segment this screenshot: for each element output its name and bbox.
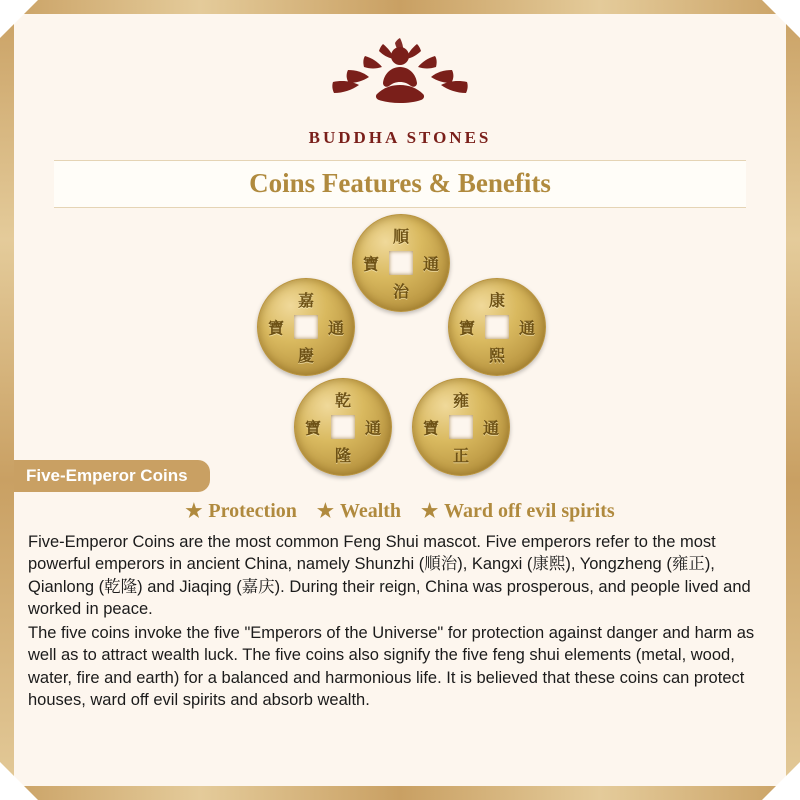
label-tab-row	[14, 460, 786, 494]
benefits-row	[14, 500, 786, 523]
benefit-protection	[185, 500, 297, 523]
frame-border-right	[786, 0, 800, 800]
page-title: Coins Features & Benefits	[249, 168, 551, 198]
coin-glyph-left: 寶	[268, 318, 285, 338]
corner-decoration-top-right	[762, 0, 800, 38]
star-icon: ★	[421, 501, 439, 522]
benefit-label: Wealth	[339, 500, 402, 522]
coin-glyph-bottom: 熙	[488, 346, 506, 365]
benefit-wealth	[317, 500, 401, 523]
coin-glyph-right: 通	[364, 418, 381, 438]
description-paragraph-2: The five coins invoke the five "Emperors of the Universe" for protection against danger and harm as well as to attract wealth luck. The five coins also signify the five feng shui elements (metal, wood, water, fire and earth) for a balanced and harmonious life. It is believed that these coins can protect houses, ward off evil spirits and absorb wealth.	[28, 624, 755, 709]
frame-border-top	[0, 0, 800, 14]
coin-glyph-bottom: 隆	[334, 446, 352, 465]
title-band	[14, 160, 786, 206]
coin-glyph-right: 通	[327, 318, 344, 338]
lotus-meditation-icon	[315, 30, 485, 122]
description-text	[28, 531, 772, 711]
coin-glyph-bottom: 正	[452, 446, 470, 465]
benefit-ward-off-evil-spirits	[421, 500, 615, 523]
star-icon: ★	[185, 501, 203, 522]
coin-glyph-left: 寶	[305, 418, 322, 438]
coin-square-hole	[389, 251, 413, 275]
coin-glyph-top: 乾	[334, 391, 352, 410]
corner-decoration-top-left	[0, 0, 38, 38]
coin-glyph-right: 通	[518, 318, 535, 338]
coin-glyph-top: 雍	[452, 391, 470, 410]
corner-decoration-bottom-left	[0, 762, 38, 800]
coin-square-hole	[449, 415, 473, 439]
coin-glyph-bottom: 慶	[297, 346, 315, 365]
coin-glyph-top: 順	[392, 227, 410, 246]
coin-jiaqing	[257, 278, 355, 376]
content-panel	[14, 14, 786, 786]
description-paragraph-1: Five-Emperor Coins are the most common Feng Shui mascot. Five emperors refer to the most powerful emperors in ancient China, namely Shunzhi (順治), Kangxi (康熙), Yongzheng (雍正), Qianlong (乾隆) and Jiaqing (嘉庆). During their reign, China was prosperous, and people lived and worked in peace.	[28, 533, 751, 618]
coin-shunzhi	[352, 214, 450, 312]
brand-header	[14, 14, 786, 148]
coin-glyph-top: 嘉	[297, 291, 315, 310]
brand-name: BUDDHA STONES	[308, 128, 492, 147]
coin-glyph-left: 寶	[459, 318, 476, 338]
coin-glyph-top: 康	[488, 291, 506, 310]
coin-glyph-left: 寶	[363, 254, 380, 274]
benefit-label: Protection	[208, 500, 297, 522]
frame-border-bottom	[0, 786, 800, 800]
coin-square-hole	[331, 415, 355, 439]
coins-illustration	[14, 210, 786, 465]
coin-square-hole	[294, 315, 318, 339]
coin-glyph-left: 寶	[423, 418, 440, 438]
five-emperor-coins-tab: Five-Emperor Coins	[14, 460, 210, 492]
benefit-label: Ward off evil spirits	[444, 500, 615, 522]
corner-decoration-bottom-right	[762, 762, 800, 800]
coin-glyph-right: 通	[482, 418, 499, 438]
coin-glyph-right: 通	[422, 254, 439, 274]
coin-square-hole	[485, 315, 509, 339]
coin-kangxi	[448, 278, 546, 376]
frame-border-left	[0, 0, 14, 800]
coin-glyph-bottom: 治	[392, 282, 410, 301]
star-icon: ★	[316, 501, 334, 522]
